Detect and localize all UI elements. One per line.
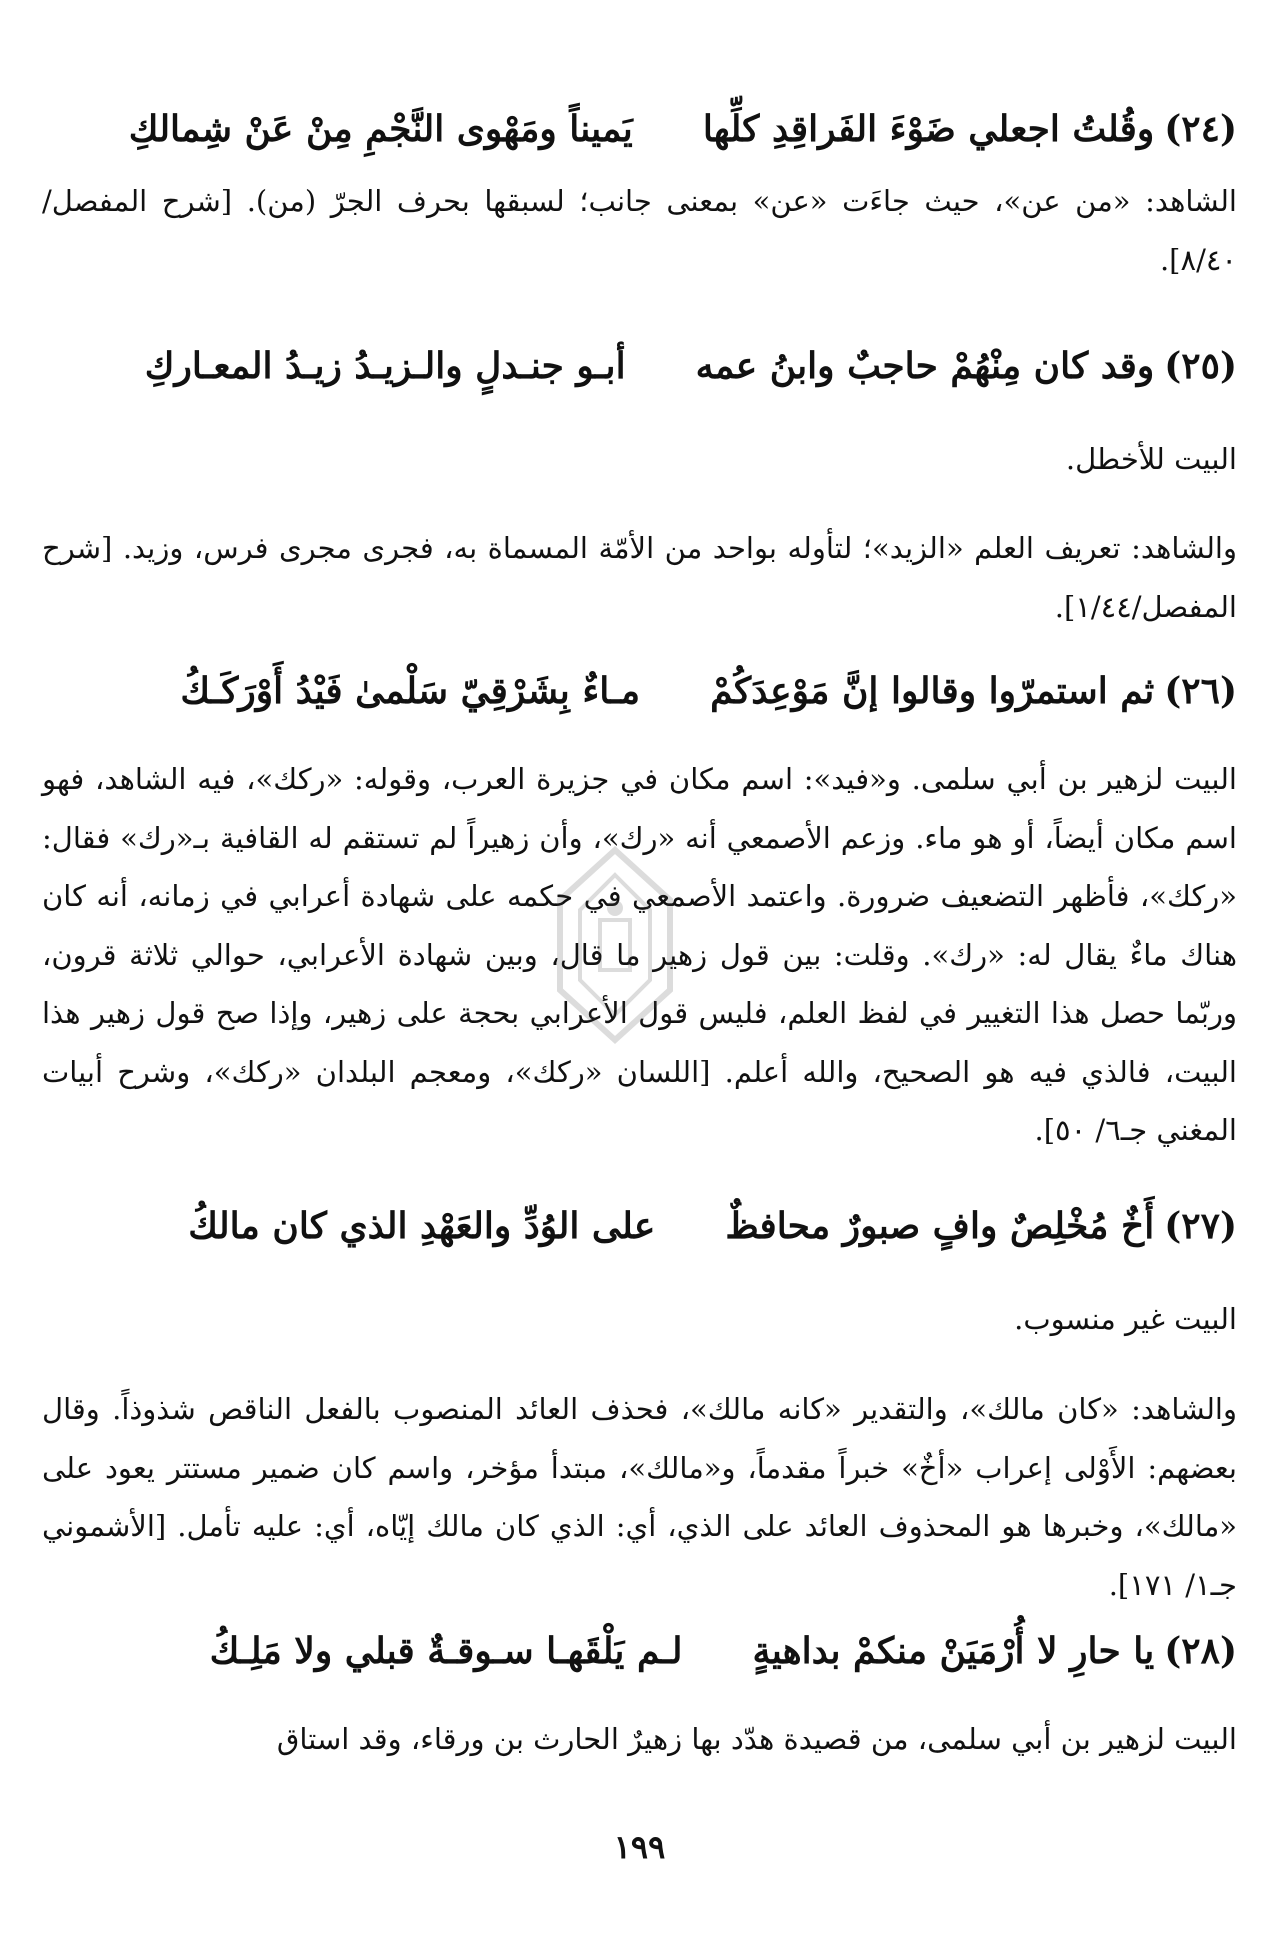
verse-number: (٢٤) bbox=[1164, 108, 1237, 150]
verse-second-hemistich: على الوُدِّ والعَهْدِ الذي كان مالكُ bbox=[188, 1205, 656, 1247]
page-number: ١٩٩ bbox=[613, 1828, 666, 1866]
verse-24 bbox=[42, 108, 1237, 150]
attribution-27: البيت غير منسوب. bbox=[1014, 1302, 1237, 1336]
verse-first-hemistich: يا حارِ لا أُرْمَيَنْ منكمْ بداهيةٍ bbox=[752, 1630, 1155, 1672]
verse-number: (٢٥) bbox=[1164, 345, 1237, 387]
verse-second-hemistich: يَميناً ومَهْوى النَّجْمِ مِنْ عَنْ شِمالكِ bbox=[128, 108, 633, 150]
commentary-26: البيت لزهير بن أبي سلمى. و«فيد»: اسم مكان في جزيرة العرب، وقوله: «ركك»، فيه الشاهد، فهو اسم مكان أيضاً، أو هو ماء. وزعم الأصمعي أنه «رك»، وأن زهيراً لم تستقم له القافية بـ«رك» فقال: «ركك»، فأظهر التضعيف ضرورة. واعتمد الأصمعي في حكمه على شهادة أعرابي في زمانه، أنه كان هناك ماءٌ يقال له: «رك». وقلت: بين قول زهير ما قال، وبين شهادة الأعرابي، حوالي ثلاثة قرون، وربّما حصل هذا التغيير في لفظ العلم، فليس قول الأعرابي بحجة على زهير، وإذا صح قول زهير هذا البيت، فالذي فيه هو الصحيح، والله أعلم. [اللسان «ركك»، ومعجم البلدان «ركك»، وشرح أبيات المغني جـ٦/ ٥٠]. bbox=[42, 762, 1237, 1147]
verse-second-hemistich: مـاءٌ بِشَرْقِيّ سَلْمىٰ فَيْدُ أَوْرَكَـكُ bbox=[180, 670, 641, 712]
verse-number: (٢٦) bbox=[1164, 670, 1237, 712]
verse-first-hemistich: ثم استمرّوا وقالوا إنَّ مَوْعِدَكُمْ bbox=[710, 670, 1155, 712]
verse-number: (٢٨) bbox=[1164, 1630, 1237, 1672]
commentary-25: والشاهد: تعريف العلم «الزيد»؛ لتأوله بواحد من الأمّة المسماة به، فجرى مجرى فرس، وزيد. [شرح المفصل/١/٤٤]. bbox=[42, 531, 1237, 624]
verse-28 bbox=[42, 1630, 1237, 1672]
commentary-28: البيت لزهير بن أبي سلمى، من قصيدة هدّد بها زهيرٌ الحارث بن ورقاء، وقد استاق bbox=[276, 1722, 1237, 1756]
verse-first-hemistich: وقُلتُ اجعلي ضَوْءَ الفَراقِدِ كلِّها bbox=[702, 108, 1155, 150]
verse-26 bbox=[42, 670, 1237, 712]
attribution-25: البيت للأخطل. bbox=[1065, 442, 1237, 476]
verse-second-hemistich: لـم يَلْقَهـا سـوقـةٌ قبلي ولا مَلِـكُ bbox=[209, 1630, 683, 1672]
library-stamp-watermark bbox=[520, 840, 710, 1050]
verse-25 bbox=[42, 345, 1237, 387]
verse-first-hemistich: وقد كان مِنْهُمْ حاجبٌ وابنُ عمه bbox=[695, 345, 1155, 387]
commentary-27: والشاهد: «كان مالك»، والتقدير «كانه مالك»، فحذف العائد المنصوب بالفعل الناقص شذوذاً. وقال بعضهم: الأَوْلى إعراب «أخٌ» خبراً مقدماً، و«مالك»، مبتدأ مؤخر، واسم كان ضمير مستتر يعود على «مالك»، وخبرها هو المحذوف العائد على الذي، أي: الذي كان مالك إيّاه، أي: عليه تأمل. [الأشموني جـ١/ ١٧١]. bbox=[42, 1392, 1237, 1602]
commentary-24: الشاهد: «من عن»، حيث جاءَت «عن» بمعنى جانب؛ لسبقها بحرف الجرّ (من). [شرح المفصل/٨/٤٠]. bbox=[42, 184, 1237, 277]
verse-first-hemistich: أَخٌ مُخْلِصٌ وافٍ صبورٌ محافظٌ bbox=[725, 1205, 1155, 1247]
verse-27 bbox=[42, 1205, 1237, 1247]
verse-second-hemistich: أبـو جنـدلٍ والـزيـدُ زيـدُ المعـاركِ bbox=[144, 345, 626, 387]
verse-number: (٢٧) bbox=[1164, 1205, 1237, 1247]
